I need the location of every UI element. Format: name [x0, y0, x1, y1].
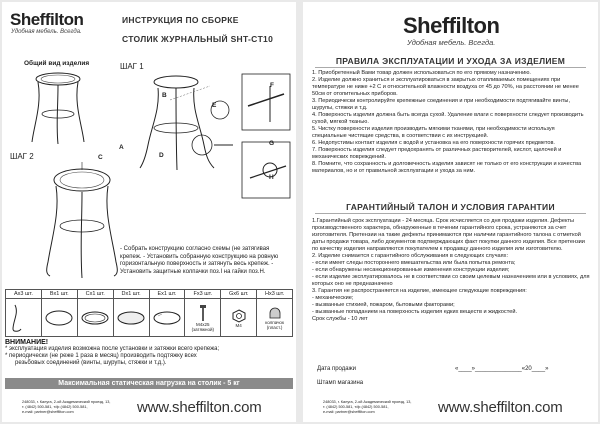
part-label-a: A: [119, 144, 124, 151]
step1-drawing: [130, 70, 240, 175]
general-view-label: Общий вид изделия: [24, 60, 90, 67]
part-head: Сх1 шт.: [78, 290, 113, 299]
part-cell-c: [78, 290, 114, 336]
sale-date-label: Дата продажи: [317, 366, 356, 372]
address-line: т. (4842) 500-581, т/ф (4842) 500-581,: [22, 404, 88, 409]
detail-inset-screw: [240, 72, 292, 132]
address-line: 248033, г. Калуга, 2-ой Академический проезд, 13,: [323, 399, 412, 404]
assembly-steps-text: - Собрать конструкцию согласно схемы (не затягивая крепеж. - Установить собранную конструкцию на ровную горизонтальную поверхность и затянуть весь крепеж. - Установить защитные колпачки поз.I на гайки поз.Н.: [120, 246, 279, 275]
divider: [315, 67, 586, 68]
part-note: М4: [235, 322, 242, 328]
sale-date-field: «____»______________«20____»: [455, 366, 549, 372]
warning-line: * периодически (не реже 1 раза в месяц) производить подтяжку всех: [5, 353, 197, 359]
footer-address: [303, 400, 438, 415]
max-load-banner: Максимальная статическая нагрузка на столик - 5 кг: [5, 378, 293, 389]
part-label-h: H: [269, 174, 274, 181]
table-leg-icon: [9, 303, 37, 333]
rule-item: 3. Периодически контролируйте крепежные соединения и при необходимости подтягивайте винты, шурупы, стяжки и т.д.: [312, 98, 571, 111]
divider: [315, 213, 586, 214]
cap-icon: [268, 306, 282, 320]
part-head: Ах3 шт.: [6, 290, 41, 299]
part-cell-e: [150, 290, 186, 336]
step2-label: ШАГ 2: [10, 152, 34, 161]
general-view-drawing: [28, 70, 88, 150]
rules-title: ПРАВИЛА ЭКСПЛУАТАЦИИ И УХОДА ЗА ИЗДЕЛИЕМ: [335, 56, 566, 66]
part-cell-g: [221, 290, 257, 336]
part-head: Fх3 шт.: [185, 290, 220, 299]
parts-table: [5, 289, 293, 337]
part-note: М4х25 (затяжной): [191, 322, 215, 332]
warning-line: резьбовых соединений (винты, шурупы, стяжки и т.д.).: [15, 360, 167, 366]
detail-inset-nut: [240, 140, 292, 200]
address-line: e-mail: partner@sheffilton.com: [323, 409, 375, 414]
rule-item: 7. Поверхность изделия следует предохранять от различных растворителей, кислот, щелочей и механических повреждений.: [312, 147, 562, 160]
part-cell-f: [185, 290, 221, 336]
warranty-item: - механические;: [312, 295, 354, 301]
part-note: колпачок (пласт.): [265, 320, 284, 330]
rule-item: 5. Чистку поверхности изделия производить мягкими тканями, при необходимости используя специальные чистящие средства, в соответствии с их инструкцией.: [312, 126, 555, 139]
part-head: Gх6 шт.: [221, 290, 256, 299]
part-head: Нх3 шт.: [257, 290, 292, 299]
part-label-c: C: [98, 154, 103, 161]
part-cell-h: [257, 290, 292, 336]
part-label-e: E: [212, 102, 217, 109]
warranty-item: - если имеет следы постороннего вмешательства или была попытка ремонта;: [312, 260, 516, 266]
footer-address: [2, 400, 137, 415]
warranty-item: 2. Изделие снимается с гарантийного обслуживания в следующих случаях:: [312, 253, 509, 259]
rule-item: 8. Помните, что сохранность и долговечность изделия зависят не только от его конструкции и качества материалов, но и от правильной эксплуатации и ухода за ним.: [312, 161, 582, 174]
step1-label: ШАГ 1: [120, 62, 144, 71]
brand-logo: Sheffilton: [403, 13, 500, 38]
part-head: Dх1 шт.: [114, 290, 149, 299]
rule-item: 4. Поверхность изделия должна быть всегда сухой. Удаление влаги с поверхности следует производить сухой, мягкой тканью.: [312, 112, 584, 125]
product-title: СТОЛИК ЖУРНАЛЬНЫЙ SHT-CT10: [122, 34, 274, 44]
warranty-item: - если изделие эксплуатировалось не в соответствии со своим целевым назначением или в условиях, для которых оно не предназначено: [312, 274, 590, 287]
part-head: Вх1 шт.: [42, 290, 77, 299]
warranty-title: ГАРАНТИЙНЫЙ ТАЛОН И УСЛОВИЯ ГАРАНТИИ: [346, 202, 555, 212]
warning-block: [5, 339, 293, 367]
part-label-b: B: [162, 92, 167, 99]
part-label-f: F: [270, 82, 274, 89]
shop-stamp-label: Штамп магазина: [317, 380, 364, 386]
part-head: Ех1 шт.: [150, 290, 185, 299]
part-label-d: D: [159, 152, 164, 159]
part-label-g: G: [269, 140, 275, 147]
part-cell-a: [6, 290, 42, 336]
footer-url[interactable]: www.sheffilton.com: [438, 398, 563, 416]
nut-icon: [232, 309, 246, 323]
warranty-item: - вызванные стихией, пожаром, бытовыми факторами;: [312, 302, 455, 308]
glass-top-icon: [152, 308, 182, 328]
brand-tagline: Удобная мебель. Всегда.: [11, 29, 82, 35]
care-warranty-page: [303, 2, 598, 422]
address-line: e-mail: partner@sheffilton.com: [22, 409, 74, 414]
shelf-icon: [116, 308, 146, 328]
rule-item: 1. Приобретенный Вами товар должен использоваться по его прямому назначению.: [312, 70, 531, 76]
warning-line: * эксплуатация изделия возможна после установки и затяжки всего крепежа;: [5, 346, 220, 352]
warranty-item: Срок службы - 10 лет: [312, 316, 368, 322]
warranty-item: - если обнаружены несанкционированные изменения конструкции изделия;: [312, 267, 510, 273]
warranty-item: 1.Гарантийный срок эксплуатации - 24 месяца. Срок исчисляется со дня продажи изделия. Дефекты производственного характера, обнаруженные в течении гарантийного срока, устраняются за счет изготовителя. Претензии на такие дефекты принимаются при наличии гарантийного талона с отметкой даты продажи товара, либо документов подтверждающих факт покупки данного изделия. Все претензии по качеству изделия направляются покупателем к продавцу данного изделия или изготовителю.: [312, 218, 585, 252]
warning-title: ВНИМАНИЕ!: [5, 339, 49, 346]
address-line: т. (4842) 500-581, т/ф (4842) 500-581,: [323, 404, 389, 409]
care-rules: [312, 70, 590, 175]
instruction-title: ИНСТРУКЦИЯ ПО СБОРКЕ: [122, 15, 239, 25]
footer: [303, 392, 598, 422]
address-line: 248033, г. Калуга, 2-ой Академический проезд, 13,: [22, 399, 111, 404]
rule-item: 6. Недопустимы контакт изделия с водой и установка на его поверхности горячих предметов.: [312, 140, 555, 146]
warranty-item: - вызванные попаданием на поверхность изделия едких веществ и жидкостей.: [312, 309, 517, 315]
brand-logo: Sheffilton: [10, 10, 84, 29]
rule-item: 2. Изделие должно храниться и эксплуатироваться в закрытых отапливаемых помещениях при температуре не ниже +2 С и относительной влажности воздуха от 45 до 70%, на расстоянии не менее 50см от отопительных приборов.: [312, 77, 579, 97]
footer-url[interactable]: www.sheffilton.com: [137, 398, 262, 416]
warranty-terms: [312, 218, 590, 323]
brand-tagline: Удобная мебель. Всегда.: [407, 38, 496, 47]
assembly-instructions-page: [2, 2, 296, 422]
part-cell-d: [114, 290, 150, 336]
warranty-item: 3. Гарантия не распространяется на изделие, имеющее следующие повреждения:: [312, 288, 527, 294]
frame-ring-icon: [80, 308, 110, 328]
part-cell-b: [42, 290, 78, 336]
step2-drawing: [42, 162, 122, 282]
screw-icon: [197, 304, 209, 322]
ring-icon: [44, 308, 74, 328]
footer: [2, 392, 296, 422]
